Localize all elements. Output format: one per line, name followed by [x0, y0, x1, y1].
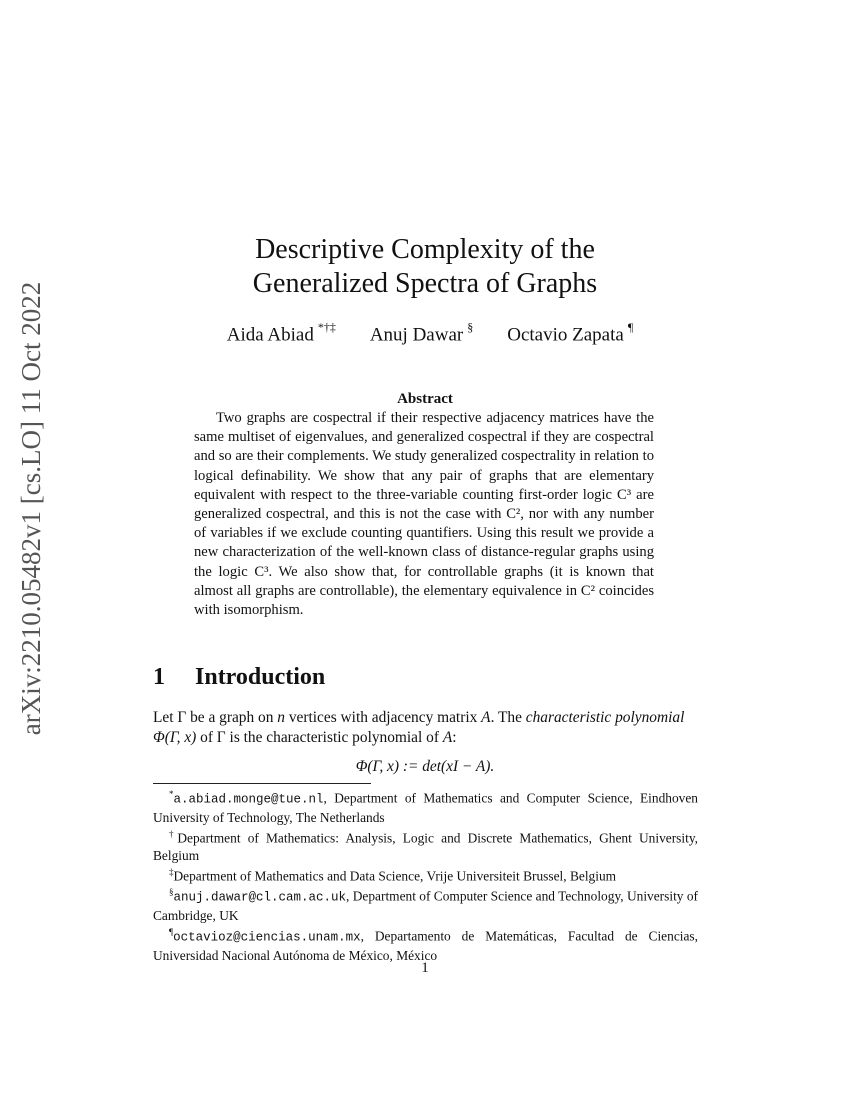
footnote-text: , Department of Mathematics and Computer Science, Eindhoven University of Technology, The Netherlands [153, 790, 698, 825]
footnote [153, 826, 698, 864]
math-var-a: A [442, 729, 453, 746]
section-heading [153, 664, 325, 691]
intro-text: . The [490, 709, 526, 726]
intro-text: of Γ is the characteristic polynomial of [196, 729, 443, 746]
title-line-1: Descriptive Complexity of the [255, 234, 595, 265]
footnote [153, 786, 698, 826]
author-name: Anuj Dawar [369, 324, 464, 346]
footnote-mark: § [169, 887, 174, 898]
footnote-text: , Department of Computer Science and Technology, University of Cambridge, UK [153, 888, 698, 924]
author-affiliation-marks: *†‡ [317, 320, 336, 334]
math-phi: Φ(Γ, x) [153, 729, 197, 746]
footnote-rule [153, 783, 371, 784]
footnote [153, 924, 698, 964]
section-title: Introduction [195, 664, 326, 690]
arxiv-id-text: arXiv:2210.05482v1 [cs.LO] 11 Oct 2022 [16, 281, 47, 735]
author-affiliation-marks: ¶ [627, 320, 634, 334]
footnote [153, 884, 698, 924]
author-affiliation-marks: § [467, 320, 474, 334]
defined-term: characteristic polynomial [525, 709, 685, 726]
arxiv-identifier [12, 268, 52, 748]
author-list [150, 322, 710, 346]
author-name: Octavio Zapata [507, 324, 624, 346]
math-var-a: A [481, 709, 491, 726]
footnote [153, 864, 698, 885]
intro-text: vertices with adjacency matrix [285, 709, 482, 726]
email-link[interactable]: octavioz@ciencias.unam.mx [173, 930, 361, 945]
equation [150, 758, 700, 776]
intro-text: Let Γ be a graph on [153, 709, 278, 726]
math-var-n: n [277, 709, 285, 726]
abstract-heading: Abstract [397, 391, 453, 407]
page-number: 1 [421, 960, 429, 976]
footnote-mark: † [169, 828, 178, 839]
author-name: Aida Abiad [226, 324, 314, 346]
intro-paragraph [153, 708, 698, 748]
section-number: 1 [153, 664, 165, 690]
email-link[interactable]: a.abiad.monge@tue.nl [173, 792, 324, 807]
footnote-text: Department of Mathematics: Analysis, Logic and Discrete Mathematics, Ghent University, Belgium [153, 830, 698, 863]
footnote-text: , Departamento de Matemáticas, Facultad de Ciencias, Universidad Nacional Autónoma de México, México [153, 928, 698, 963]
paper-title [150, 233, 700, 301]
footnote-text: Department of Mathematics and Data Science, Vrije Universiteit Brussel, Belgium [173, 868, 617, 884]
email-link[interactable]: anuj.dawar@cl.cam.ac.uk [173, 890, 347, 905]
footnote-mark: ‡ [169, 866, 174, 877]
abstract-body: Two graphs are cospectral if their respective adjacency matrices have the same multiset of eigenvalues, and generalized cospectral if they are cospectral and so are their complements. We study generalized cospectrality in relation to logical definability. We show that any pair of graphs that are elementary equivalent with respect to the three-variable counting first-order logic C³ are generalized cospectral, and this is not the case with C², nor with any number of variables if we exclude counting quantifiers. Using this result we provide a new characterization of the well-known class of distance-regular graphs using the logic C³. We also show that, for controllable graphs (it is known that almost all graphs are controllable), the elementary equivalence in C² coincides with isomorphism. [194, 410, 654, 619]
footnote-mark: * [169, 789, 174, 799]
title-line-2: Generalized Spectra of Graphs [252, 268, 598, 299]
equation-text: Φ(Γ, x) := det(xI − A). [355, 758, 495, 775]
footnote-mark: ¶ [169, 927, 174, 938]
author [370, 322, 473, 346]
footnotes [153, 786, 698, 964]
author [227, 322, 336, 346]
intro-text: : [452, 729, 457, 746]
author [507, 322, 633, 346]
